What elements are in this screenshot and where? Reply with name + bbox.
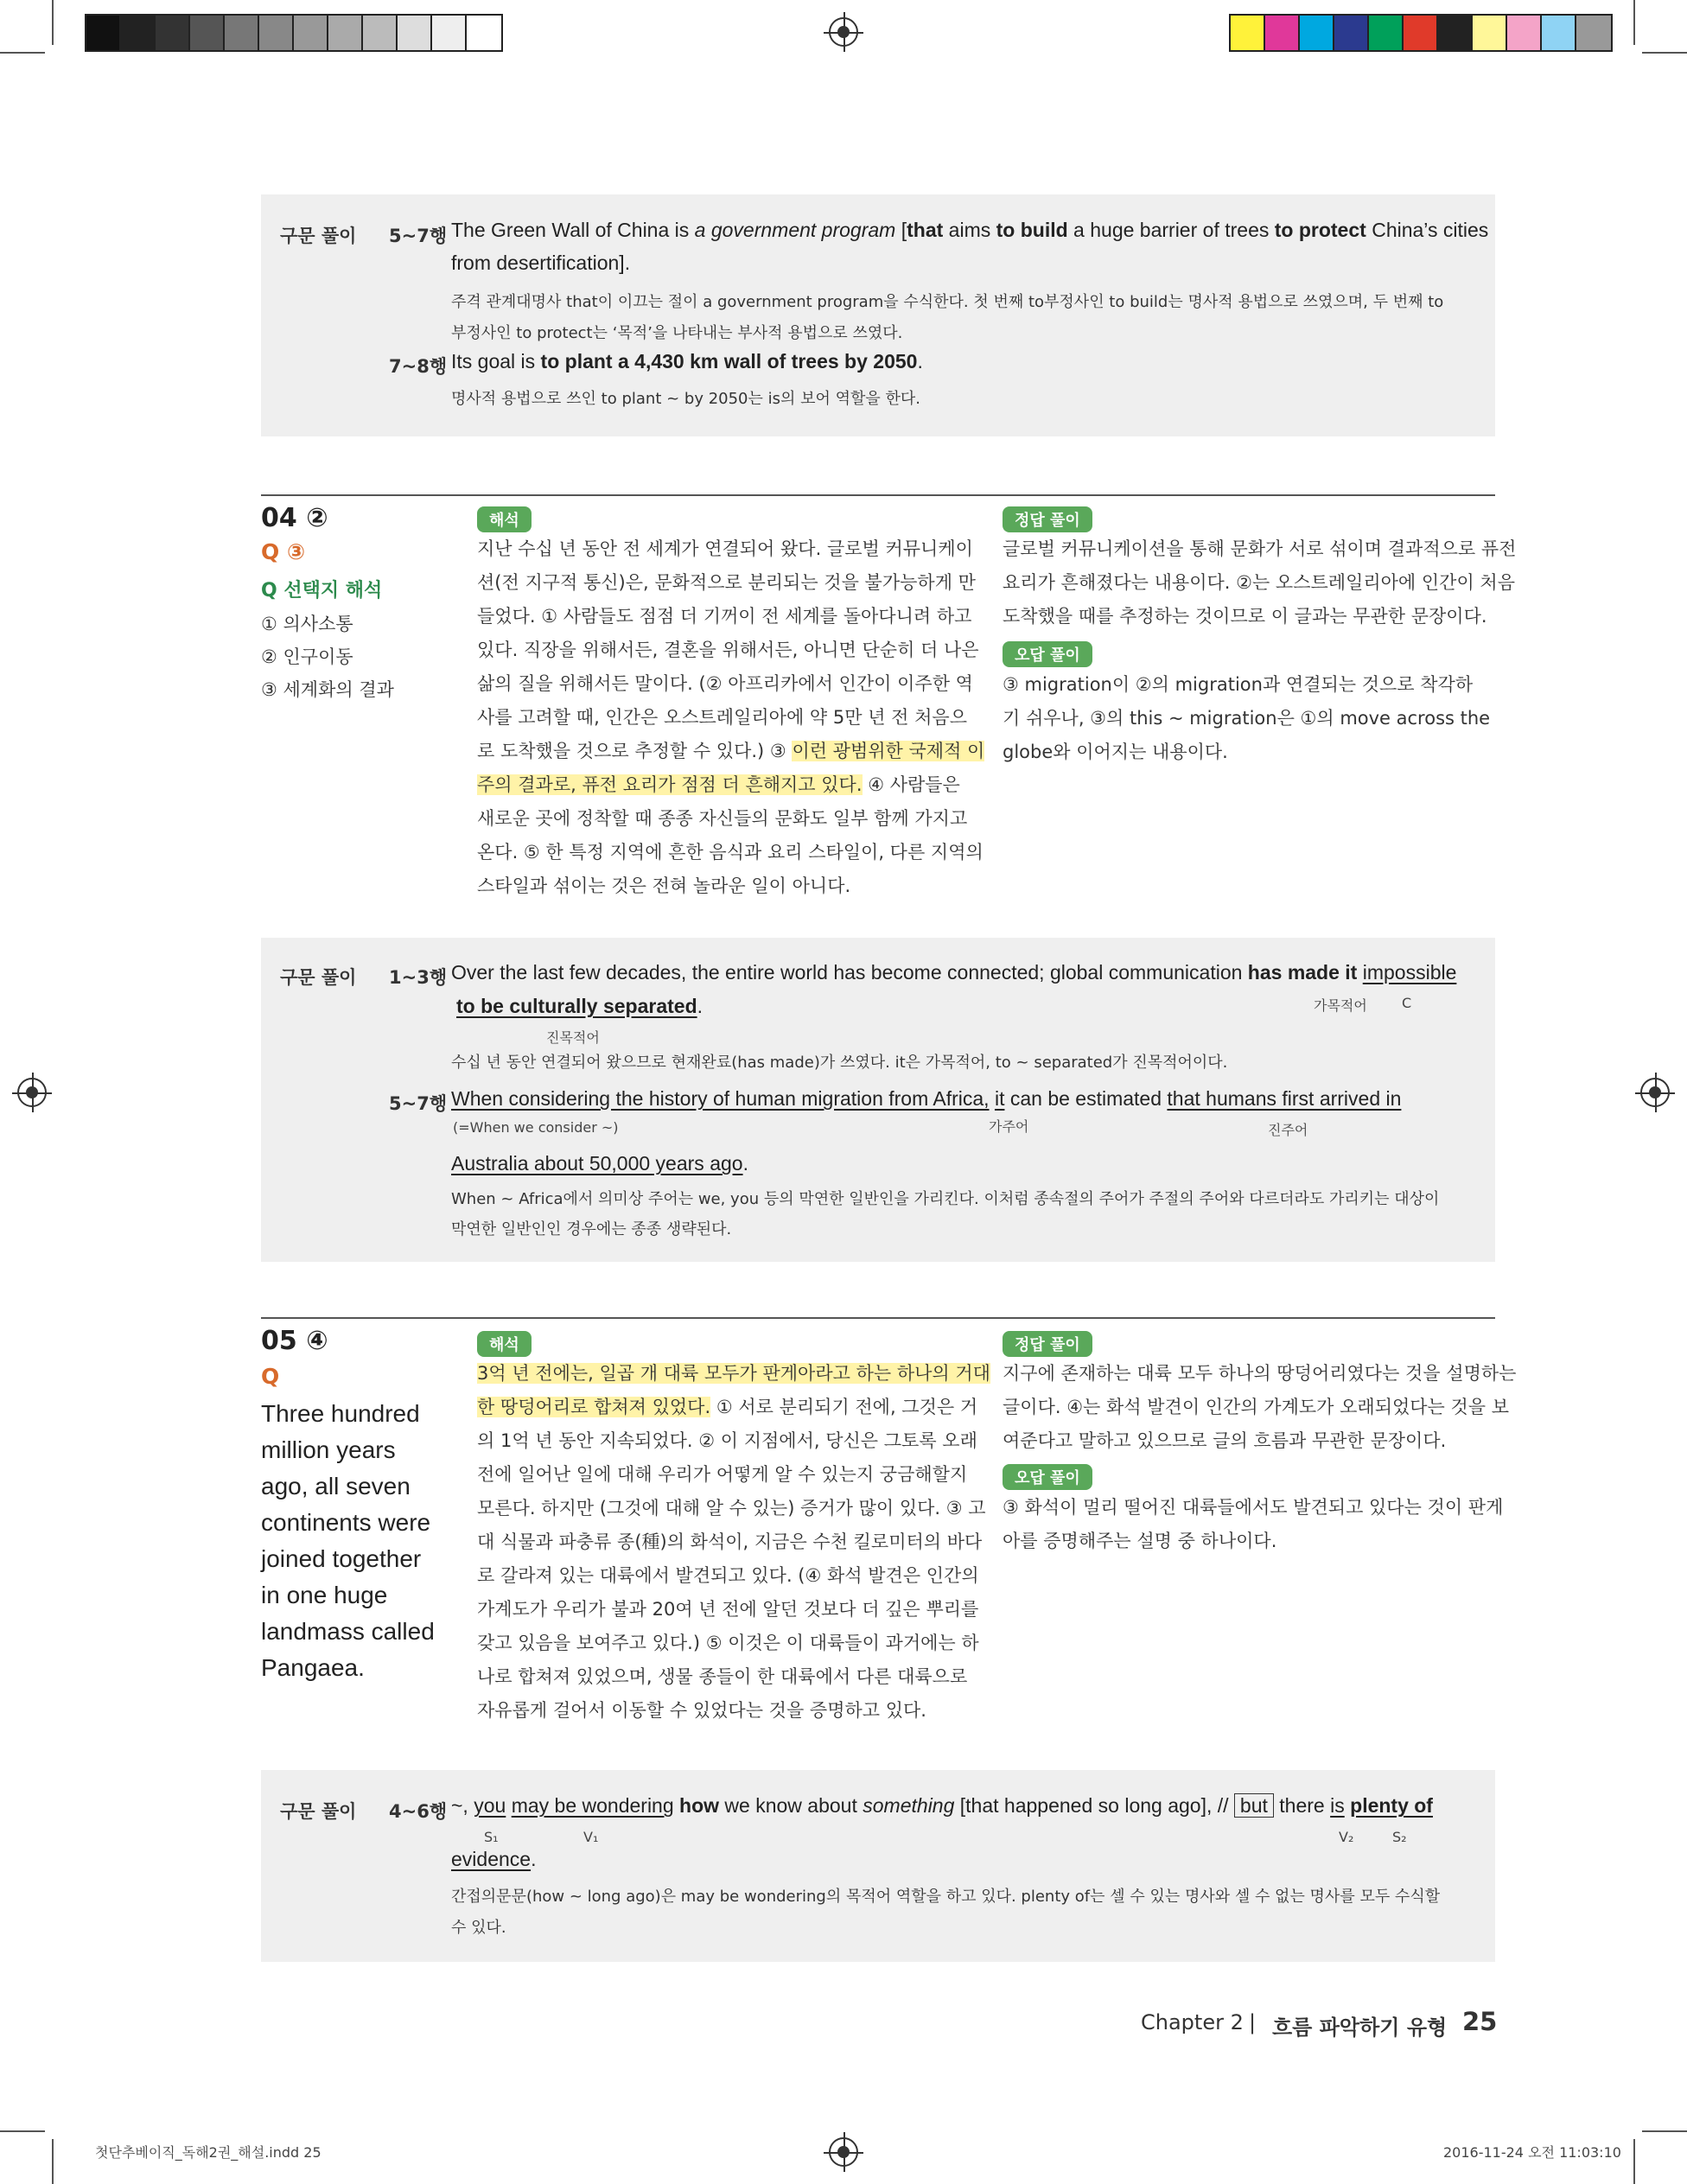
syntax-sentence-cont: from desertification]. — [451, 252, 631, 274]
color-swatch-bar — [1229, 14, 1613, 52]
crop-mark — [52, 0, 54, 45]
syntax-label: 구문 풀이 — [280, 967, 357, 988]
grammar-gloss: V₁ — [583, 1829, 599, 1845]
color-swatch — [86, 16, 121, 50]
line-ref: 5~7행 — [389, 1093, 448, 1114]
registration-mark-icon — [829, 2137, 858, 2167]
line-ref: 5~7행 — [389, 226, 448, 246]
syntax-sentence-cont: evidence. — [451, 1848, 537, 1870]
crop-mark — [1633, 0, 1635, 45]
translation-text: 3억 년 전에는, 일곱 개 대륙 모두가 판게아라고 하는 하나의 거대 한 땅덩어리로 합쳐져 있었다. ① 서로 분리되기 전에, 그것은 거 의 1억 년 동안 지속되었다. ② 이 지점에서, 당신은 그토록 오래 전에 일어난 일에 대해 우리가 어떻게 알 수 있는지 궁금해할지 모른다. 하지만 (그것에 대해 알 수 있는) 증거가 많이 있다. ③ 고 대 식물과 파충류 종(種)의 화석이, 지금은 수천 킬로미터의 바다 로 갈라져 있는 대륙에서 발견되고 있다. (④ 화석 발견은 인간의 가계도가 우리가 불과 20여 년 전에 알던 것보다 더 깊은 뿌리를 갖고 있음을 보여주고 있다.) ⑤ 이것은 이 대륙들이 과거에는 하 나로 합쳐져 있었으며, 생물 종들이 한 대륙에서 다른 대륙으로 자유롭게 걸어서 이동할 수 있었다는 것을 증명하고 있다. — [477, 1363, 990, 1721]
page-number: 25 — [1462, 2007, 1498, 2036]
syntax-sentence: ~, you may be wondering how we know about something [that happened so long ago], // but there is plenty of — [451, 1794, 1433, 1817]
question-answer: Q — [261, 1364, 280, 1389]
syntax-explanation: 막연한 일반인인 경우에는 종종 생략된다. — [451, 1220, 732, 1238]
syntax-box-2 — [261, 938, 1495, 1262]
grammar-gloss: 진목적어 — [546, 1029, 600, 1046]
answer-badge: 정답 풀이 — [1003, 506, 1092, 532]
question-number: 05 ④ — [261, 1326, 328, 1356]
file-slug: 첫단추베이직_독해2권_해설.indd 25 — [95, 2144, 321, 2161]
syntax-sentence: The Green Wall of China is a government program [that aims to build a huge barrier of trees to protect China’s cities — [451, 219, 1489, 241]
crop-mark — [1642, 52, 1687, 54]
syntax-explanation: 주격 관계대명사 that이 이끄는 절이 a government program을 수식한다. 첫 번째 to부정사인 to build는 명사적 용법으로 쓰였으며, 두 번째 to — [451, 293, 1444, 311]
syntax-sentence: Its goal is to plant a 4,430 km wall of trees by 2050. — [451, 350, 923, 372]
footer-separator: | — [1249, 2010, 1257, 2034]
color-swatch — [467, 16, 501, 50]
wrong-answer-explanation: ③ 화석이 멀리 떨어진 대륙들에서도 발견되고 있다는 것이 판게 아를 증명해주는 설명 중 하나이다. — [1003, 1497, 1504, 1551]
color-swatch — [294, 16, 328, 50]
grammar-gloss: 가목적어 — [1314, 997, 1367, 1014]
section-divider — [261, 1317, 1495, 1319]
line-ref: 1~3행 — [389, 967, 448, 988]
color-swatch — [1473, 16, 1507, 50]
syntax-explanation: 부정사인 to protect는 ‘목적’을 나타내는 부사적 용법으로 쓰였다. — [451, 324, 903, 342]
grammar-gloss: 가주어 — [989, 1118, 1029, 1135]
wrong-answer-badge: 오답 풀이 — [1003, 641, 1092, 667]
crop-mark — [1633, 2139, 1635, 2184]
syntax-explanation: When ~ Africa에서 의미상 주어는 we, you 등의 막연한 일반인을 가리킨다. 이처럼 종속절의 주어가 주절의 주어와 다르더라도 가리키는 대상이 — [451, 1190, 1440, 1208]
gray-swatch-bar — [85, 14, 503, 52]
option-translation-title: Q 선택지 해석 — [261, 580, 383, 602]
syntax-explanation: 수 있다. — [451, 1919, 506, 1937]
syntax-sentence: When considering the history of human migration from Africa, it can be estimated that humans first arrived in — [451, 1087, 1402, 1110]
crop-mark — [52, 2139, 54, 2184]
syntax-sentence: Over the last few decades, the entire world has become connected; global communication has made it impossible — [451, 961, 1457, 984]
syntax-explanation: 수십 년 동안 연결되어 왔으므로 현재완료(has made)가 쓰였다. it은 가목적어, to ~ separated가 진목적어이다. — [451, 1054, 1228, 1072]
translation-badge: 해석 — [477, 506, 532, 532]
crop-mark — [1642, 2130, 1687, 2132]
question-answer: Q ③ — [261, 539, 306, 564]
color-swatch — [1231, 16, 1265, 50]
color-swatch — [190, 16, 225, 50]
date-slug: 2016-11-24 오전 11:03:10 — [1443, 2144, 1621, 2161]
color-swatch — [121, 16, 156, 50]
grammar-gloss: V₂ — [1339, 1829, 1354, 1845]
line-ref: 7~8행 — [389, 356, 448, 377]
syntax-sentence-cont: Australia about 50,000 years ago. — [451, 1152, 748, 1175]
color-swatch — [363, 16, 398, 50]
registration-mark-icon — [17, 1078, 47, 1107]
crop-mark — [0, 2130, 45, 2132]
registration-mark-icon — [829, 17, 858, 47]
section-divider — [261, 494, 1495, 496]
wrong-answer-explanation: ③ migration이 ②의 migration과 연결되는 것으로 착각하 기 쉬우나, ③의 this ~ migration은 ①의 move across the globe와 이어지는 내용이다. — [1003, 674, 1491, 762]
grammar-gloss: 진주어 — [1268, 1122, 1308, 1138]
option-item: ① 의사소통 — [261, 614, 353, 634]
color-swatch — [225, 16, 259, 50]
color-swatch — [1369, 16, 1404, 50]
color-swatch — [1265, 16, 1300, 50]
answer-badge: 정답 풀이 — [1003, 1331, 1092, 1357]
syntax-explanation: 간접의문문(how ~ long ago)은 may be wondering의 목적어 역할을 하고 있다. plenty of는 셀 수 있는 명사와 셀 수 없는 명사를 모두 수식할 — [451, 1888, 1441, 1906]
color-swatch — [1300, 16, 1334, 50]
translation-badge: 해석 — [477, 1331, 532, 1357]
syntax-box-3 — [261, 1770, 1495, 1962]
crop-mark — [0, 52, 45, 54]
color-swatch — [1334, 16, 1369, 50]
syntax-box-1 — [261, 194, 1495, 436]
color-swatch — [328, 16, 363, 50]
color-swatch — [1404, 16, 1438, 50]
option-item: ② 인구이동 — [261, 646, 353, 667]
color-swatch — [156, 16, 190, 50]
translation-text: 지난 수십 년 동안 전 세계가 연결되어 왔다. 글로벌 커뮤니케이 션(전 지구적 통신)은, 문화적으로 분리되는 것을 불가능하게 만 들었다. ① 사람들도 점점 더 기꺼이 전 세계를 돌아다니려 하고 있다. 직장을 위해서든, 결혼을 위해서든, 아니면 단순히 더 나은 삶의 질을 위해서든 말이다. (② 아프리카에서 인간이 이주한 역 사를 고려할 때, 인간은 오스트레일리아에 약 5만 년 전 처음으 로 도착했을 것으로 추정할 수 있다.) ③ 이런 광범위한 국제적 이 주의 결과로, 퓨전 요리가 점점 더 흔해지고 있다. ④ 사람들은 새로운 곳에 정착할 때 종종 자신들의 문화도 일부 함께 가지고 온다. ⑤ 한 특정 지역에 흔한 음식과 요리 스타일이, 다른 지역의 스타일과 섞이는 것은 전혀 놀라운 일이 아니다. — [477, 538, 985, 896]
color-swatch — [1542, 16, 1576, 50]
grammar-gloss: S₁ — [484, 1829, 499, 1845]
syntax-explanation: 명사적 용법으로 쓰인 to plant ~ by 2050는 is의 보어 역할을 한다. — [451, 390, 920, 408]
color-swatch — [259, 16, 294, 50]
question-number: 04 ② — [261, 503, 328, 533]
grammar-gloss: C — [1402, 995, 1412, 1011]
color-swatch — [1576, 16, 1611, 50]
option-item: ③ 세계화의 결과 — [261, 679, 394, 700]
syntax-label: 구문 풀이 — [280, 1801, 357, 1822]
question-summary: Three hundred million years ago, all seven continents were joined together in one huge landmass called Pangaea. — [261, 1400, 435, 1681]
answer-explanation: 글로벌 커뮤니케이션을 통해 문화가 서로 섞이며 결과적으로 퓨전 요리가 흔해졌다는 내용이다. ②는 오스트레일리아에 인간이 처음 도착했을 때를 추정하는 것이므로 이 글과는 무관한 문장이다. — [1003, 538, 1517, 627]
syntax-sentence-cont: to be culturally separated. — [456, 995, 703, 1017]
syntax-label: 구문 풀이 — [280, 226, 357, 246]
chapter-type: 흐름 파악하기 유형 — [1272, 2015, 1448, 2040]
color-swatch — [1507, 16, 1542, 50]
answer-explanation: 지구에 존재하는 대륙 모두 하나의 땅덩어리였다는 것을 설명하는 글이다. ④는 화석 발견이 인간의 가계도가 오래되었다는 것을 보 여준다고 말하고 있으므로 글의 흐름과 무관한 문장이다. — [1003, 1363, 1517, 1451]
color-swatch — [1438, 16, 1473, 50]
wrong-answer-badge: 오답 풀이 — [1003, 1464, 1092, 1490]
color-swatch — [432, 16, 467, 50]
grammar-gloss: S₂ — [1392, 1829, 1407, 1845]
chapter-label: Chapter 2 — [1141, 2010, 1244, 2034]
registration-mark-icon — [1640, 1078, 1670, 1107]
color-swatch — [398, 16, 432, 50]
grammar-gloss: (=When we consider ~) — [453, 1119, 619, 1136]
line-ref: 4~6행 — [389, 1801, 448, 1822]
